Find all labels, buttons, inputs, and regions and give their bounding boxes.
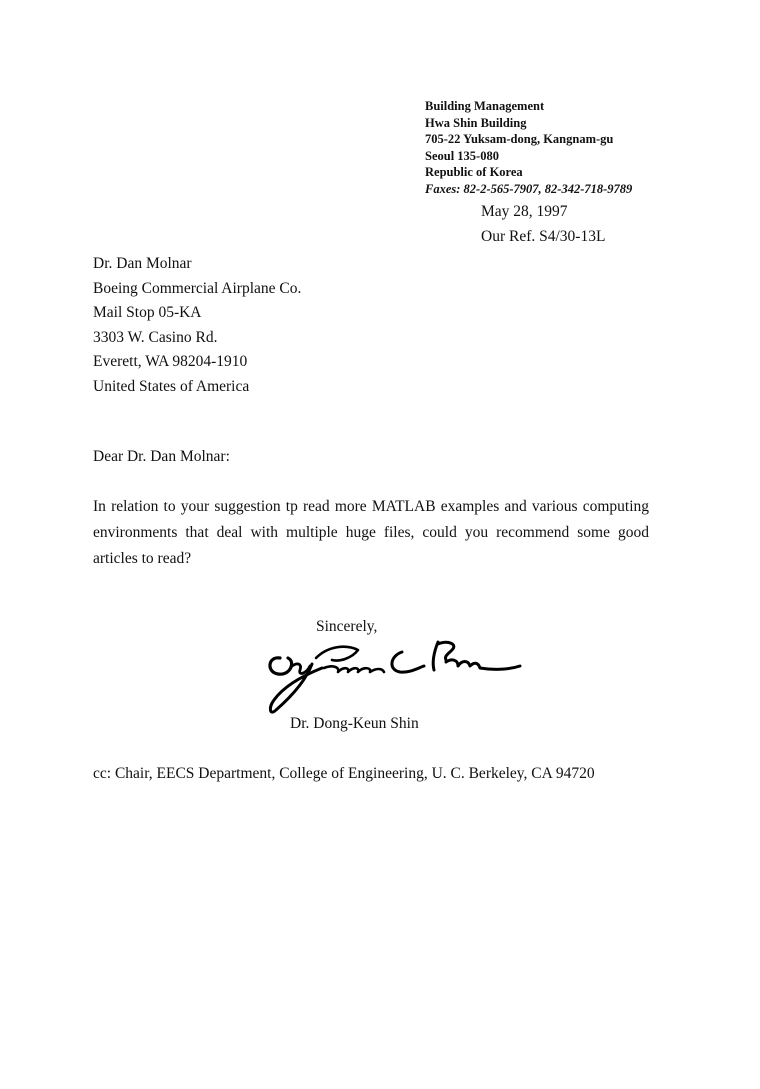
recipient-line: Boeing Commercial Airplane Co. <box>93 279 302 297</box>
handwritten-signature <box>262 628 524 720</box>
recipient-line: United States of America <box>93 377 250 395</box>
sender-faxes: Faxes: 82-2-565-7907, 82-342-718-9789 <box>425 181 633 196</box>
sender-line: 705-22 Yuksam-dong, Kangnam-gu <box>425 132 614 146</box>
sender-line: Building Management <box>425 99 545 113</box>
letter-meta <box>481 200 605 249</box>
recipient-address-block <box>93 252 301 400</box>
cc-line: cc: Chair, EECS Department, College of Engineering, U. C. Berkeley, CA 94720 <box>93 765 595 782</box>
sender-line: Seoul 135-080 <box>425 148 499 163</box>
recipient-line: Dr. Dan Molnar <box>93 255 192 272</box>
sender-line: Republic of Korea <box>425 165 523 179</box>
recipient-line: Mail Stop 05-KA <box>93 304 202 322</box>
sender-line: Hwa Shin Building <box>425 115 527 130</box>
letter-reference: Our Ref. S4/30-13L <box>481 227 606 245</box>
letter-body: In relation to your suggestion tp read more MATLAB examples and various computing environments that deal with multiple huge files, could you recommend some good articles to read? <box>93 498 649 567</box>
salutation: Dear Dr. Dan Molnar: <box>93 448 230 465</box>
signer-name: Dr. Dong-Keun Shin <box>290 715 419 732</box>
sender-address-block <box>425 98 632 197</box>
recipient-line: 3303 W. Casino Rd. <box>93 328 218 346</box>
letter-date: May 28, 1997 <box>481 203 568 220</box>
recipient-line: Everett, WA 98204-1910 <box>93 353 248 371</box>
closing: Sincerely, <box>316 618 378 635</box>
